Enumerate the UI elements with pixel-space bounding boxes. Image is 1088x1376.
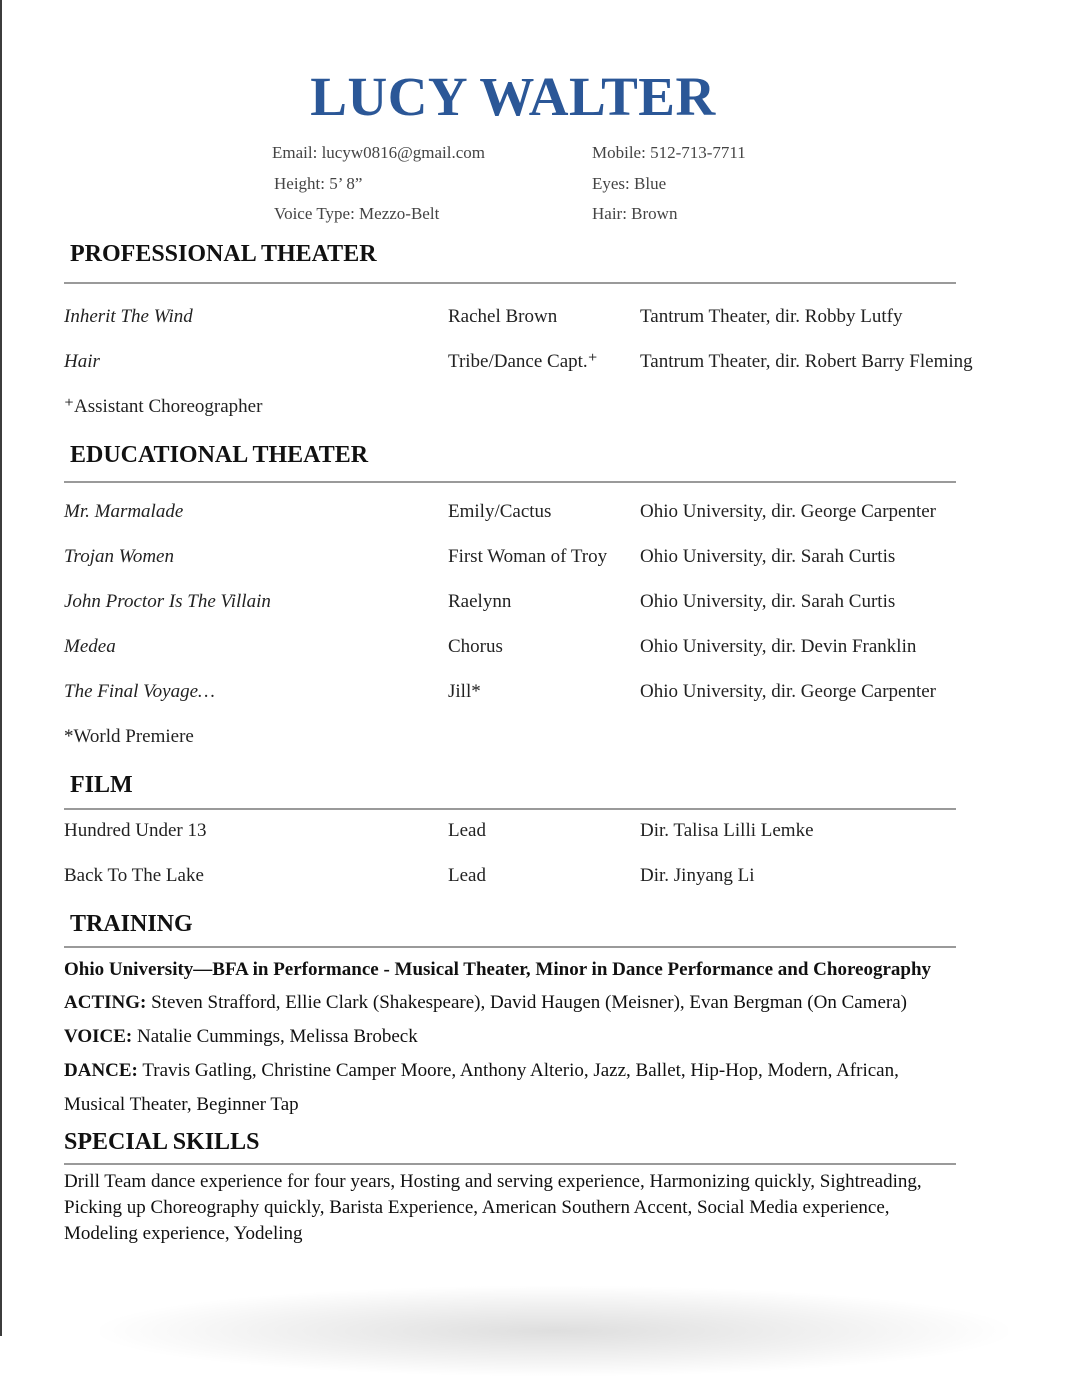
special-skills-heading: SPECIAL SKILLS	[64, 1129, 260, 1155]
training-voice	[64, 1020, 418, 1054]
professional-footnote: ⁺Assistant Choreographer	[64, 396, 263, 417]
credit-role: Chorus	[448, 636, 503, 657]
film-heading: FILM	[70, 772, 133, 798]
educational-theater-heading: EDUCATIONAL THEATER	[70, 442, 369, 468]
contact-height: Height: 5’ 8”	[274, 174, 363, 193]
resume-name: LUCY WALTER	[310, 66, 716, 127]
training-heading: TRAINING	[70, 911, 193, 937]
credit-role: Tribe/Dance Capt.⁺	[448, 351, 598, 372]
training-rule	[64, 946, 956, 948]
training-dance-continued: Musical Theater, Beginner Tap	[64, 1094, 299, 1115]
credit-venue: Tantrum Theater, dir. Robert Barry Fleming	[640, 351, 973, 372]
credit-role: Lead	[448, 865, 486, 886]
credit-venue: Ohio University, dir. George Carpenter	[640, 501, 937, 522]
special-skills-text: Drill Team dance experience for four years, Hosting and serving experience, Harmonizing quickly, Sightreading, Picking up Choreography quickly, Barista Experience, American Southern Accent, Social Media experience, Modeling experience, Yodeling	[64, 1171, 922, 1244]
credit-role: First Woman of Troy	[448, 546, 608, 567]
training-acting-teachers: Steven Strafford, Ellie Clark (Shakespeare), David Haugen (Meisner), Evan Bergman (On Camera)	[151, 992, 907, 1013]
contact-eyes: Eyes: Blue	[592, 174, 667, 193]
credit-title: Hundred Under 13	[64, 820, 207, 841]
special-skills-rule	[64, 1163, 956, 1165]
credit-venue: Ohio University, dir. Sarah Curtis	[640, 546, 896, 567]
credit-role: Rachel Brown	[448, 306, 558, 327]
credit-title: Back To The Lake	[64, 865, 204, 886]
contact-hair: Hair: Brown	[592, 204, 678, 223]
contact-email: Email: lucyw0816@gmail.com	[272, 143, 486, 162]
credit-role: Jill*	[448, 681, 481, 702]
credit-venue: Tantrum Theater, dir. Robby Lutfy	[640, 306, 903, 327]
training-dance	[64, 1054, 899, 1088]
educational-theater-rule	[64, 481, 956, 483]
credit-venue: Dir. Talisa Lilli Lemke	[640, 820, 814, 841]
credit-venue: Ohio University, dir. George Carpenter	[640, 681, 937, 702]
educational-footnote: *World Premiere	[64, 726, 194, 747]
training-acting	[64, 986, 907, 1020]
contact-mobile: Mobile: 512-713-7711	[592, 143, 746, 162]
training-acting-label: ACTING:	[64, 992, 147, 1013]
training-dance-label: DANCE:	[64, 1060, 138, 1081]
professional-theater-heading: PROFESSIONAL THEATER	[70, 241, 377, 267]
training-school: Ohio University—BFA in Performance - Musical Theater, Minor in Dance Performance and Choreography	[64, 959, 932, 980]
film-rule	[64, 808, 956, 810]
credit-title: John Proctor Is The Villain	[64, 591, 271, 612]
credit-title: Medea	[64, 636, 116, 657]
credit-title: Trojan Women	[64, 546, 174, 567]
credit-venue: Dir. Jinyang Li	[640, 865, 755, 886]
credit-title: Mr. Marmalade	[64, 501, 184, 522]
credit-title: Hair	[64, 351, 100, 372]
page-bottom-shadow	[100, 1286, 1008, 1376]
training-voice-teachers: Natalie Cummings, Melissa Brobeck	[137, 1026, 418, 1047]
credit-role: Emily/Cactus	[448, 501, 552, 522]
training-voice-label: VOICE:	[64, 1026, 133, 1047]
credit-venue: Ohio University, dir. Devin Franklin	[640, 636, 917, 657]
contact-voice-type: Voice Type: Mezzo-Belt	[274, 204, 440, 223]
credit-venue: Ohio University, dir. Sarah Curtis	[640, 591, 896, 612]
credit-title: The Final Voyage…	[64, 681, 215, 702]
training-dance-teachers: Travis Gatling, Christine Camper Moore, Anthony Alterio, Jazz, Ballet, Hip-Hop, Modern, African,	[142, 1060, 899, 1081]
credit-title: Inherit The Wind	[64, 306, 193, 327]
credit-role: Raelynn	[448, 591, 512, 612]
credit-role: Lead	[448, 820, 486, 841]
professional-theater-rule	[64, 282, 956, 284]
page-left-border	[0, 0, 2, 1336]
